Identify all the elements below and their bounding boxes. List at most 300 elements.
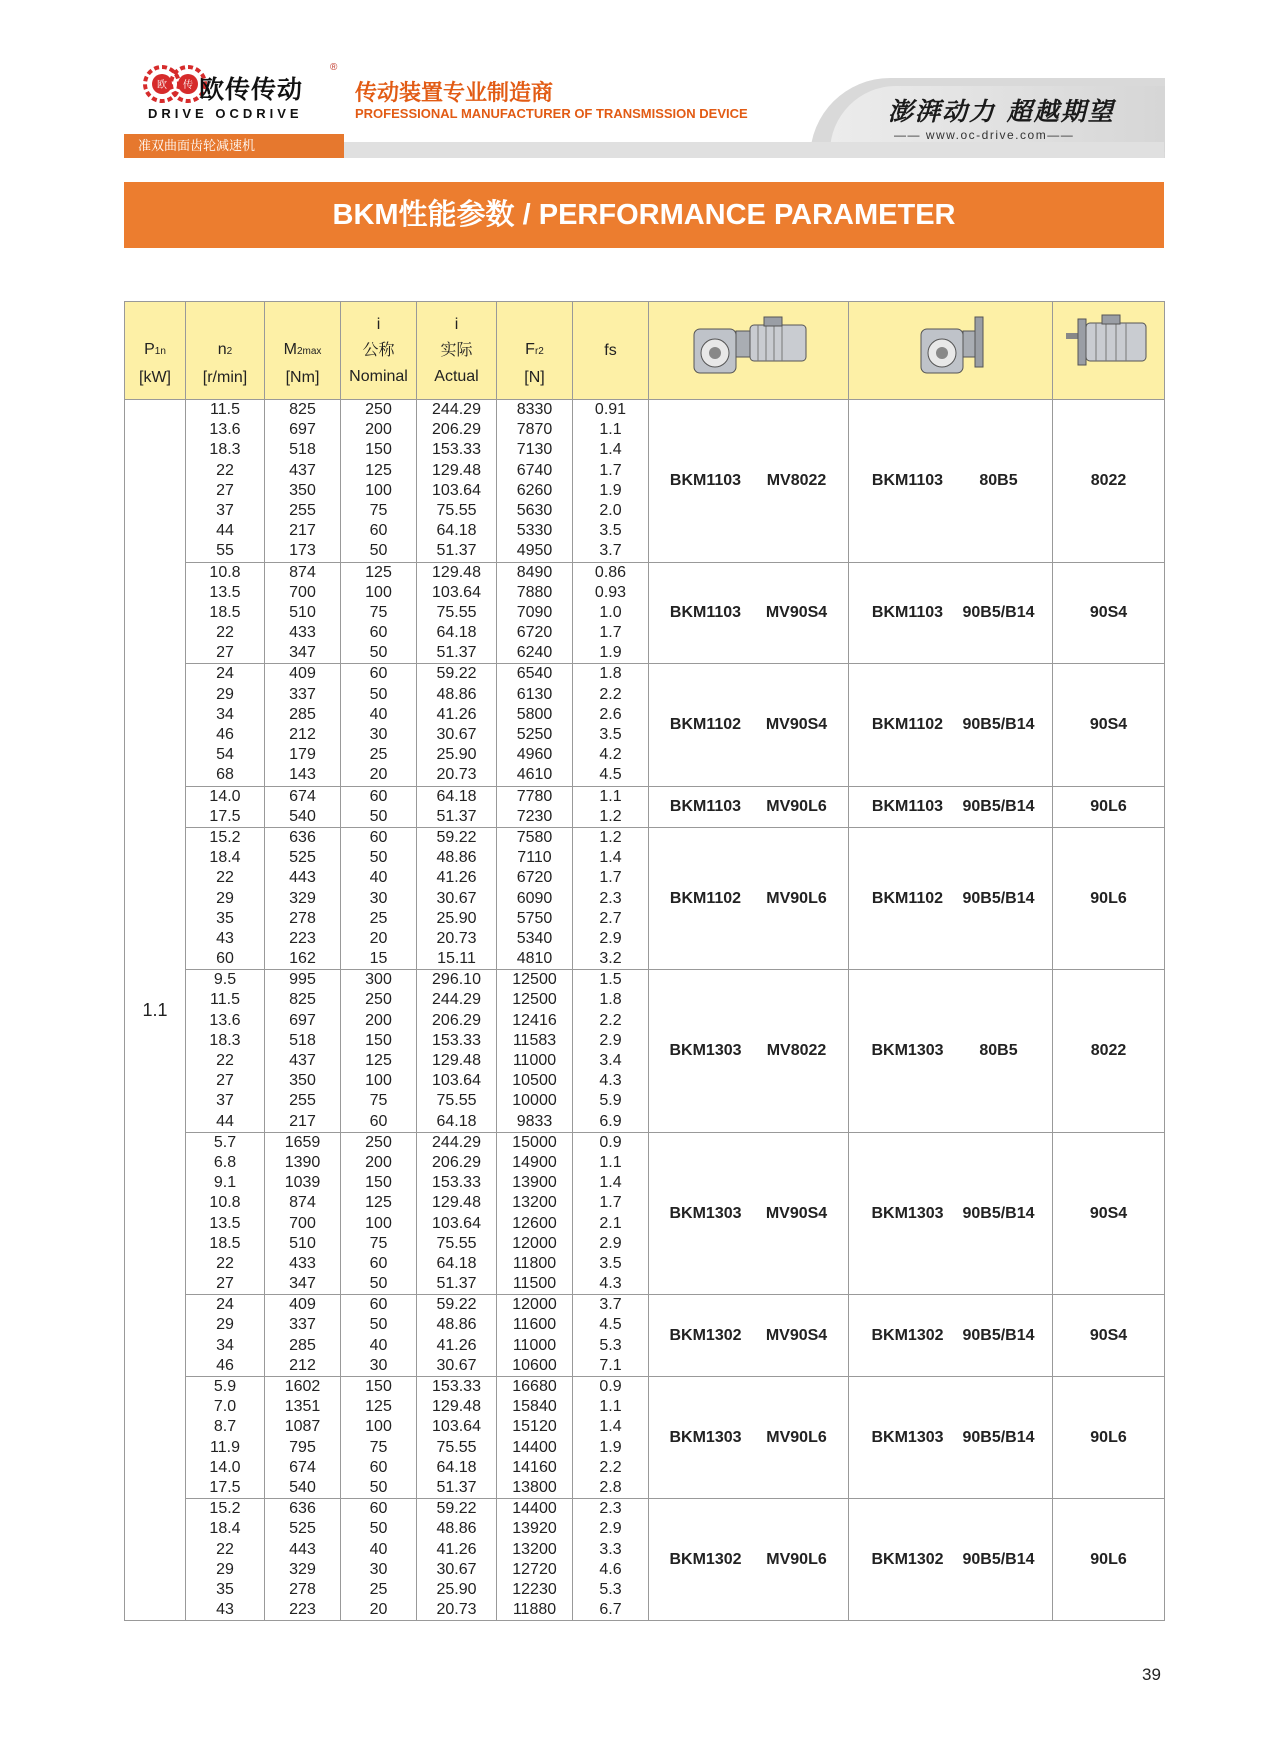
value: 12000 bbox=[512, 1296, 557, 1314]
value: 2.0 bbox=[599, 501, 622, 519]
gearmotor-model-cell bbox=[649, 1295, 849, 1377]
flange-model: 90B5/B14 bbox=[962, 1326, 1035, 1344]
value: 6240 bbox=[516, 644, 553, 662]
value: 4.2 bbox=[599, 746, 622, 764]
values-cell-fr2 bbox=[497, 1295, 573, 1377]
value: 347 bbox=[289, 644, 316, 662]
gearmotor-model-cell bbox=[649, 400, 849, 563]
value: 1.2 bbox=[599, 807, 622, 825]
values-cell-inom bbox=[341, 970, 417, 1133]
value: 125 bbox=[365, 461, 392, 479]
values-cell-m2 bbox=[265, 786, 341, 827]
value: 3.7 bbox=[599, 542, 622, 560]
values-cell-n2 bbox=[186, 1499, 265, 1621]
value: 12720 bbox=[512, 1560, 557, 1578]
value: 510 bbox=[289, 1234, 316, 1252]
value: 2.7 bbox=[599, 909, 622, 927]
value: 4.5 bbox=[599, 766, 622, 784]
flange-model-cell bbox=[849, 970, 1053, 1133]
values-cell-n2 bbox=[186, 562, 265, 664]
col-header-n2: n2 [r/min] bbox=[186, 302, 265, 400]
value: 75.55 bbox=[436, 1092, 477, 1110]
performance-table bbox=[124, 301, 1165, 1621]
value: 60 bbox=[369, 828, 388, 846]
value: 75.55 bbox=[436, 501, 477, 519]
gearmotor-icon bbox=[674, 311, 824, 381]
value: 4.6 bbox=[599, 1560, 622, 1578]
value: 29 bbox=[216, 889, 234, 907]
reducer-model: BKM1102 bbox=[871, 889, 944, 907]
value: 30 bbox=[369, 889, 388, 907]
value: 60 bbox=[369, 624, 388, 642]
value: 18.5 bbox=[209, 603, 241, 621]
values-cell-inom bbox=[341, 827, 417, 969]
value: 825 bbox=[289, 991, 316, 1009]
value: 44 bbox=[216, 522, 234, 540]
value: 518 bbox=[289, 1031, 316, 1049]
value: 7090 bbox=[516, 603, 553, 621]
value: 14.0 bbox=[209, 787, 241, 805]
value: 48.86 bbox=[436, 1520, 477, 1538]
value: 200 bbox=[365, 1011, 392, 1029]
flange-model: 90B5/B14 bbox=[962, 716, 1035, 733]
value: 1.9 bbox=[599, 1438, 622, 1456]
values-cell-m2 bbox=[265, 664, 341, 786]
motor-model-cell bbox=[1053, 400, 1165, 563]
values-cell-fs bbox=[573, 970, 649, 1133]
col-header-m2max: M2max [Nm] bbox=[265, 302, 341, 400]
reducer-model: BKM1303 bbox=[669, 1204, 742, 1222]
value: 48.86 bbox=[436, 849, 477, 867]
values-cell-m2 bbox=[265, 1499, 341, 1621]
value: 60 bbox=[369, 1296, 388, 1314]
values-cell-fr2 bbox=[497, 664, 573, 786]
col-header-i-nominal: i 公称 Nominal bbox=[341, 302, 417, 400]
value: 48.86 bbox=[436, 685, 477, 703]
value: 153.33 bbox=[432, 1174, 481, 1192]
table-row bbox=[125, 1377, 1165, 1499]
flange-model-cell bbox=[849, 562, 1053, 664]
value: 153.33 bbox=[432, 1031, 481, 1049]
value: 9833 bbox=[516, 1112, 553, 1130]
motor-model: MV90L6 bbox=[766, 1428, 827, 1446]
value: 30.67 bbox=[436, 889, 477, 907]
value: 20 bbox=[369, 1601, 388, 1619]
flange-model-cell bbox=[849, 1295, 1053, 1377]
value: 5.9 bbox=[213, 1378, 237, 1395]
value: 15.2 bbox=[209, 828, 241, 846]
value: 14900 bbox=[512, 1153, 557, 1171]
value: 995 bbox=[289, 971, 316, 989]
value: 75 bbox=[369, 1438, 388, 1456]
value: 296.10 bbox=[432, 971, 481, 989]
value: 46 bbox=[216, 1356, 234, 1374]
table-row bbox=[125, 562, 1165, 664]
value: 1.1 bbox=[599, 421, 622, 439]
value: 329 bbox=[289, 889, 316, 907]
value: 25 bbox=[369, 909, 388, 927]
flange-model: 80B5 bbox=[979, 471, 1018, 489]
value: 64.18 bbox=[436, 624, 477, 642]
value: 40 bbox=[369, 1540, 388, 1558]
value: 0.91 bbox=[594, 401, 627, 418]
values-cell-fs bbox=[573, 1132, 649, 1295]
value: 14400 bbox=[512, 1500, 557, 1518]
value: 64.18 bbox=[436, 787, 477, 805]
value: 75.55 bbox=[436, 1438, 477, 1456]
value: 13.5 bbox=[209, 1214, 241, 1232]
value: 206.29 bbox=[432, 421, 481, 439]
value: 250 bbox=[365, 1133, 392, 1151]
value: 4.3 bbox=[599, 1072, 622, 1090]
value: 13.6 bbox=[209, 1011, 241, 1029]
value: 223 bbox=[289, 1601, 316, 1619]
col-header-power: P1n [kW] bbox=[125, 302, 186, 400]
values-cell-n2 bbox=[186, 1132, 265, 1295]
value: 75.55 bbox=[436, 1234, 477, 1252]
value: 1659 bbox=[284, 1133, 321, 1151]
value: 75.55 bbox=[436, 603, 477, 621]
value: 22 bbox=[216, 1254, 234, 1272]
value: 24 bbox=[216, 665, 234, 683]
value: 41.26 bbox=[436, 705, 477, 723]
motor-model-cell bbox=[1053, 786, 1165, 827]
values-cell-fr2 bbox=[497, 562, 573, 664]
value: 0.93 bbox=[594, 583, 627, 601]
value: 18.4 bbox=[209, 1520, 241, 1538]
reducer-model: BKM1103 bbox=[669, 797, 742, 815]
values-cell-fs bbox=[573, 1377, 649, 1499]
value: 3.5 bbox=[599, 726, 622, 743]
value: 34 bbox=[216, 705, 234, 723]
motor-model: MV90S4 bbox=[765, 603, 828, 621]
motor-frame: 90L6 bbox=[1090, 797, 1127, 815]
values-cell-n2 bbox=[186, 1295, 265, 1377]
value: 103.64 bbox=[432, 481, 481, 499]
flange-model: 80B5 bbox=[979, 1042, 1018, 1059]
value: 51.37 bbox=[436, 1478, 477, 1496]
value: 30 bbox=[369, 1356, 388, 1374]
value: 7230 bbox=[516, 807, 553, 825]
value: 674 bbox=[289, 787, 316, 805]
value: 540 bbox=[289, 807, 316, 825]
value: 14400 bbox=[512, 1438, 557, 1456]
value: 11.5 bbox=[210, 401, 240, 418]
value: 9.1 bbox=[213, 1174, 237, 1192]
value: 20 bbox=[369, 766, 388, 784]
value: 13900 bbox=[512, 1174, 557, 1192]
tagline-cn: 传动装置专业制造商 bbox=[355, 80, 554, 105]
values-cell-iact bbox=[417, 664, 497, 786]
values-cell-iact bbox=[417, 562, 497, 664]
value: 51.37 bbox=[436, 644, 477, 662]
reducer-model: BKM1303 bbox=[669, 1042, 742, 1059]
value: 11.5 bbox=[210, 991, 240, 1009]
values-cell-fr2 bbox=[497, 970, 573, 1133]
reducer-model: BKM1302 bbox=[871, 1326, 944, 1344]
value: 64.18 bbox=[436, 522, 477, 540]
value: 3.3 bbox=[599, 1540, 622, 1558]
value: 6260 bbox=[516, 481, 553, 499]
value: 60 bbox=[369, 1500, 388, 1518]
values-cell-inom bbox=[341, 1295, 417, 1377]
category-label: 准双曲面齿轮减速机 bbox=[124, 134, 344, 158]
reducer-model: BKM1303 bbox=[871, 1204, 944, 1222]
value: 16680 bbox=[512, 1378, 557, 1395]
table-row bbox=[125, 827, 1165, 969]
value: 11880 bbox=[512, 1601, 557, 1619]
flange-model-cell bbox=[849, 1499, 1053, 1621]
value: 25.90 bbox=[436, 909, 477, 927]
motor-model-cell bbox=[1053, 664, 1165, 786]
value: 14.0 bbox=[209, 1458, 241, 1476]
motor-model-cell bbox=[1053, 1132, 1165, 1295]
flange-model-cell bbox=[849, 827, 1053, 969]
value: 22 bbox=[216, 1540, 234, 1558]
reducer-model: BKM1303 bbox=[871, 1428, 944, 1446]
motor-model: MV90L6 bbox=[766, 797, 827, 815]
value: 1.8 bbox=[599, 991, 622, 1009]
value: 874 bbox=[289, 1194, 316, 1212]
value: 103.64 bbox=[432, 1214, 481, 1232]
value: 150 bbox=[365, 441, 392, 459]
value: 12000 bbox=[512, 1234, 557, 1252]
value: 54 bbox=[216, 746, 234, 764]
value: 13.5 bbox=[209, 583, 241, 601]
values-cell-iact bbox=[417, 786, 497, 827]
value: 30 bbox=[369, 1560, 388, 1578]
value: 1602 bbox=[284, 1378, 321, 1395]
value: 143 bbox=[289, 766, 316, 784]
value: 60 bbox=[369, 1254, 388, 1272]
value: 18.3 bbox=[209, 441, 241, 459]
value: 150 bbox=[365, 1174, 392, 1192]
value: 409 bbox=[289, 1296, 316, 1314]
value: 1390 bbox=[284, 1153, 321, 1171]
value: 55 bbox=[216, 542, 234, 560]
value: 8490 bbox=[516, 563, 553, 581]
value: 30.67 bbox=[436, 1560, 477, 1578]
col-header-gearmotor bbox=[649, 302, 849, 400]
values-cell-n2 bbox=[186, 970, 265, 1133]
value: 22 bbox=[216, 461, 234, 479]
value: 60 bbox=[369, 522, 388, 540]
gearmotor-model-cell bbox=[649, 1132, 849, 1295]
value: 30 bbox=[369, 726, 388, 743]
value: 59.22 bbox=[436, 828, 477, 846]
value: 255 bbox=[289, 1092, 316, 1110]
value: 64.18 bbox=[436, 1254, 477, 1272]
values-cell-fs bbox=[573, 562, 649, 664]
motor-model: MV90S4 bbox=[765, 1204, 828, 1222]
value: 50 bbox=[369, 1275, 388, 1293]
table-row bbox=[125, 1499, 1165, 1621]
value: 1.1 bbox=[599, 787, 622, 805]
value: 2.9 bbox=[599, 1520, 622, 1538]
value: 4610 bbox=[516, 766, 553, 784]
flange-model: 90B5/B14 bbox=[962, 1550, 1035, 1568]
value: 217 bbox=[289, 522, 316, 540]
motor-frame: 90S4 bbox=[1089, 716, 1128, 733]
motor-frame: 8022 bbox=[1090, 1042, 1127, 1059]
value: 4960 bbox=[516, 746, 553, 764]
value: 15 bbox=[369, 950, 388, 968]
value: 874 bbox=[289, 563, 316, 581]
value: 18.4 bbox=[209, 849, 241, 867]
value: 15120 bbox=[512, 1418, 557, 1436]
value: 2.1 bbox=[599, 1214, 622, 1232]
value: 50 bbox=[369, 849, 388, 867]
value: 212 bbox=[289, 726, 316, 743]
value: 100 bbox=[365, 1418, 392, 1436]
value: 795 bbox=[289, 1438, 316, 1456]
value: 153.33 bbox=[432, 1378, 481, 1395]
value: 510 bbox=[289, 603, 316, 621]
value: 10500 bbox=[512, 1072, 557, 1090]
value: 3.4 bbox=[599, 1052, 622, 1069]
value: 103.64 bbox=[432, 1418, 481, 1436]
registered-mark: ® bbox=[330, 62, 338, 73]
values-cell-m2 bbox=[265, 400, 341, 563]
motor-icon bbox=[1056, 311, 1161, 381]
reducer-model: BKM1303 bbox=[871, 1042, 944, 1059]
value: 6.9 bbox=[599, 1112, 622, 1130]
flange-model-cell bbox=[849, 1377, 1053, 1499]
value: 46 bbox=[216, 726, 234, 743]
values-cell-fs bbox=[573, 827, 649, 969]
value: 153.33 bbox=[432, 441, 481, 459]
value: 1.4 bbox=[599, 849, 622, 867]
value: 11583 bbox=[512, 1031, 557, 1049]
flange-reducer-icon bbox=[876, 311, 1026, 381]
value: 825 bbox=[289, 401, 316, 418]
values-cell-fs bbox=[573, 1499, 649, 1621]
values-cell-fr2 bbox=[497, 400, 573, 563]
value: 697 bbox=[289, 421, 316, 439]
value: 5250 bbox=[516, 726, 553, 743]
motor-frame: 90S4 bbox=[1089, 603, 1128, 621]
flange-model: 90B5/B14 bbox=[962, 1428, 1035, 1446]
value: 437 bbox=[289, 461, 316, 479]
value: 3.5 bbox=[599, 522, 622, 540]
table-row bbox=[125, 664, 1165, 786]
value: 8.7 bbox=[213, 1418, 237, 1436]
value: 150 bbox=[365, 1378, 392, 1395]
value: 17.5 bbox=[209, 807, 241, 825]
value: 25 bbox=[369, 746, 388, 764]
value: 8330 bbox=[516, 401, 553, 418]
value: 443 bbox=[289, 869, 316, 887]
value: 300 bbox=[365, 971, 392, 989]
values-cell-iact bbox=[417, 970, 497, 1133]
value: 5750 bbox=[516, 909, 553, 927]
motor-frame: 8022 bbox=[1090, 471, 1127, 489]
table-row bbox=[125, 400, 1165, 563]
value: 59.22 bbox=[436, 1500, 477, 1518]
value: 34 bbox=[216, 1336, 234, 1354]
flange-model-cell bbox=[849, 664, 1053, 786]
motor-model: MV90L6 bbox=[766, 1550, 827, 1568]
value: 75 bbox=[369, 603, 388, 621]
value: 27 bbox=[216, 1072, 234, 1090]
flange-model: 90B5/B14 bbox=[962, 603, 1035, 621]
value: 1351 bbox=[284, 1398, 321, 1416]
value: 64.18 bbox=[436, 1458, 477, 1476]
value: 100 bbox=[365, 481, 392, 499]
value: 636 bbox=[289, 828, 316, 846]
values-cell-n2 bbox=[186, 400, 265, 563]
value: 25.90 bbox=[436, 1580, 477, 1598]
value: 244.29 bbox=[432, 1133, 481, 1151]
value: 24 bbox=[216, 1296, 234, 1314]
reducer-model: BKM1302 bbox=[669, 1550, 742, 1568]
value: 125 bbox=[365, 563, 392, 581]
value: 50 bbox=[369, 1316, 388, 1334]
value: 50 bbox=[369, 685, 388, 703]
value: 15000 bbox=[512, 1133, 557, 1151]
value: 0.9 bbox=[599, 1133, 622, 1151]
value: 27 bbox=[216, 644, 234, 662]
table-body bbox=[125, 400, 1165, 1621]
values-cell-fs bbox=[573, 400, 649, 563]
values-cell-fs bbox=[573, 786, 649, 827]
value: 2.9 bbox=[599, 1031, 622, 1049]
motor-model: MV8022 bbox=[766, 1042, 827, 1059]
value: 25.90 bbox=[436, 746, 477, 764]
reducer-model: BKM1103 bbox=[871, 603, 944, 621]
gearmotor-model-cell bbox=[649, 970, 849, 1133]
value: 2.8 bbox=[599, 1478, 622, 1496]
value: 250 bbox=[365, 991, 392, 1009]
flange-model-cell bbox=[849, 786, 1053, 827]
value: 1.9 bbox=[599, 644, 622, 662]
values-cell-iact bbox=[417, 400, 497, 563]
value: 103.64 bbox=[432, 1072, 481, 1090]
value: 206.29 bbox=[432, 1011, 481, 1029]
flange-model-cell bbox=[849, 400, 1053, 563]
motor-frame: 90L6 bbox=[1090, 889, 1127, 907]
value: 75 bbox=[369, 1234, 388, 1252]
value: 1.9 bbox=[599, 481, 622, 499]
reducer-model: BKM1102 bbox=[669, 716, 742, 733]
value: 433 bbox=[289, 624, 316, 642]
reducer-model: BKM1302 bbox=[669, 1326, 742, 1344]
value: 7780 bbox=[516, 787, 553, 805]
values-cell-m2 bbox=[265, 562, 341, 664]
value: 443 bbox=[289, 1540, 316, 1558]
value: 7880 bbox=[516, 583, 553, 601]
value: 11000 bbox=[512, 1336, 557, 1354]
values-cell-inom bbox=[341, 1132, 417, 1295]
value: 3.7 bbox=[599, 1296, 622, 1314]
values-cell-inom bbox=[341, 664, 417, 786]
values-cell-m2 bbox=[265, 1377, 341, 1499]
header-divider bbox=[344, 142, 1164, 158]
flange-model: 90B5/B14 bbox=[962, 889, 1035, 907]
value: 4950 bbox=[516, 542, 553, 560]
value: 179 bbox=[289, 746, 316, 764]
value: 6720 bbox=[516, 869, 553, 887]
gearmotor-model-cell bbox=[649, 664, 849, 786]
value: 5.3 bbox=[599, 1580, 622, 1598]
value: 1.2 bbox=[599, 828, 622, 846]
value: 51.37 bbox=[436, 542, 477, 560]
value: 525 bbox=[289, 849, 316, 867]
values-cell-fr2 bbox=[497, 1132, 573, 1295]
values-cell-n2 bbox=[186, 827, 265, 969]
value: 4.5 bbox=[599, 1316, 622, 1334]
value: 7.1 bbox=[599, 1356, 622, 1374]
